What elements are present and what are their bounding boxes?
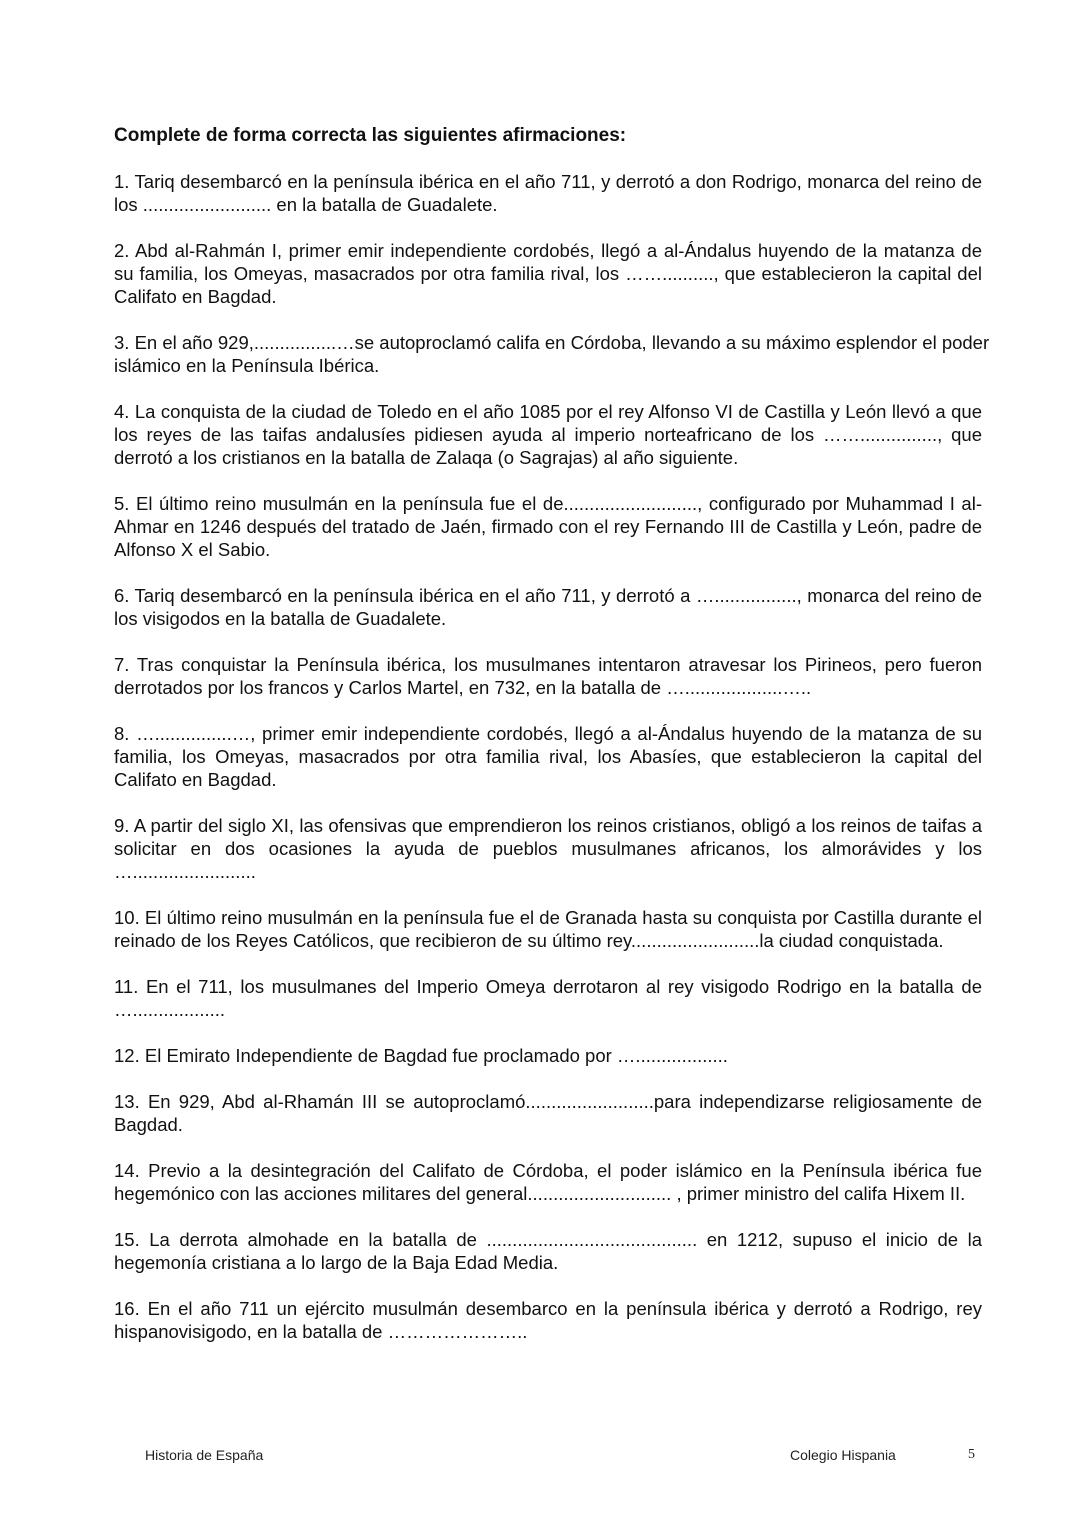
footer-school: Colegio Hispania	[790, 1447, 896, 1463]
page-number: 5	[968, 1447, 975, 1462]
statement-5: 5. El último reino musulmán en la península fue el de.........................., configurado por Muhammad I al-Ahmar en 1246 después del tratado de Jaén, firmado con el rey Fernando III de Castilla y León, padre de Alfonso X el Sabio.	[114, 493, 982, 560]
statement-8: 8. …...............…, primer emir independiente cordobés, llegó a al-Ándalus huyendo de la matanza de su familia, los Omeyas, masacrados por otra familia rival, los Abasíes, que establecieron la capital del Califato en Bagdad.	[114, 723, 982, 790]
worksheet-heading: Complete de forma correcta las siguientes afirmaciones:	[114, 125, 627, 146]
statement-16: 16. En el año 711 un ejército musulmán desembarco en la península ibérica y derrotó a Rodrigo, rey hispanovisigodo, en la batalla de …………………..	[114, 1298, 982, 1342]
statement-15: 15. La derrota almohade en la batalla de ......................................... en 1212, supuso el inicio de la hegemonía cristiana a lo largo de la Baja Edad Media.	[114, 1229, 982, 1273]
worksheet-body	[114, 124, 990, 1343]
statement-13: 13. En 929, Abd al-Rhamán III se autoproclamó.........................para independizarse religiosamente de Bagdad.	[114, 1091, 982, 1135]
statement-7: 7. Tras conquistar la Península ibérica, los musulmanes intentaron atravesar los Pirineos, pero fueron derrotados por los francos y Carlos Martel, en 732, en la batalla de …...................…..	[114, 654, 982, 698]
statement-11: 11. En el 711, los musulmanes del Imperio Omeya derrotaron al rey visigodo Rodrigo en la batalla de …..................	[114, 976, 982, 1020]
statement-4: 4. La conquista de la ciudad de Toledo en el año 1085 por el rey Alfonso VI de Castilla y León llevó a que los reyes de las taifas andalusíes pidiesen ayuda al imperio norteafricano de los ……..............., que derrotó a los cristianos en la batalla de Zalaqa (o Sagrajas) al año siguiente.	[114, 401, 982, 468]
footer-subject: Historia de España	[145, 1447, 264, 1463]
statement-1: 1. Tariq desembarcó en la península ibérica en el año 711, y derrotó a don Rodrigo, monarca del reino de los ......................... en la batalla de Guadalete.	[114, 171, 982, 215]
statement-9: 9. A partir del siglo XI, las ofensivas que emprendieron los reinos cristianos, obligó a los reinos de taifas a solicitar en dos ocasiones la ayuda de pueblos musulmanes africanos, los almorávides y los …........................	[114, 815, 982, 882]
statement-6: 6. Tariq desembarcó en la península ibérica en el año 711, y derrotó a …................, monarca del reino de los visigodos en la batalla de Guadalete.	[114, 585, 982, 629]
statement-12: 12. El Emirato Independiente de Bagdad fue proclamado por …..................	[114, 1045, 728, 1066]
statement-14: 14. Previo a la desintegración del Califato de Córdoba, el poder islámico en la Península ibérica fue hegemónico con las acciones militares del general............................ , primer ministro del califa Hixem II.	[114, 1160, 982, 1204]
statement-10: 10. El último reino musulmán en la península fue el de Granada hasta su conquista por Castilla durante el reinado de los Reyes Católicos, que recibieron de su último rey.........................la ciudad conquistada.	[114, 907, 982, 951]
statement-3: 3. En el año 929,................…se autoproclamó califa en Córdoba, llevando a su máximo esplendor el poder islámico en la Península Ibérica.	[114, 332, 990, 376]
statement-2: 2. Abd al-Rahmán I, primer emir independiente cordobés, llegó a al-Ándalus huyendo de la matanza de su familia, los Omeyas, masacrados por otra familia rival, los …….........., que establecieron la capital del Califato en Bagdad.	[114, 240, 982, 307]
